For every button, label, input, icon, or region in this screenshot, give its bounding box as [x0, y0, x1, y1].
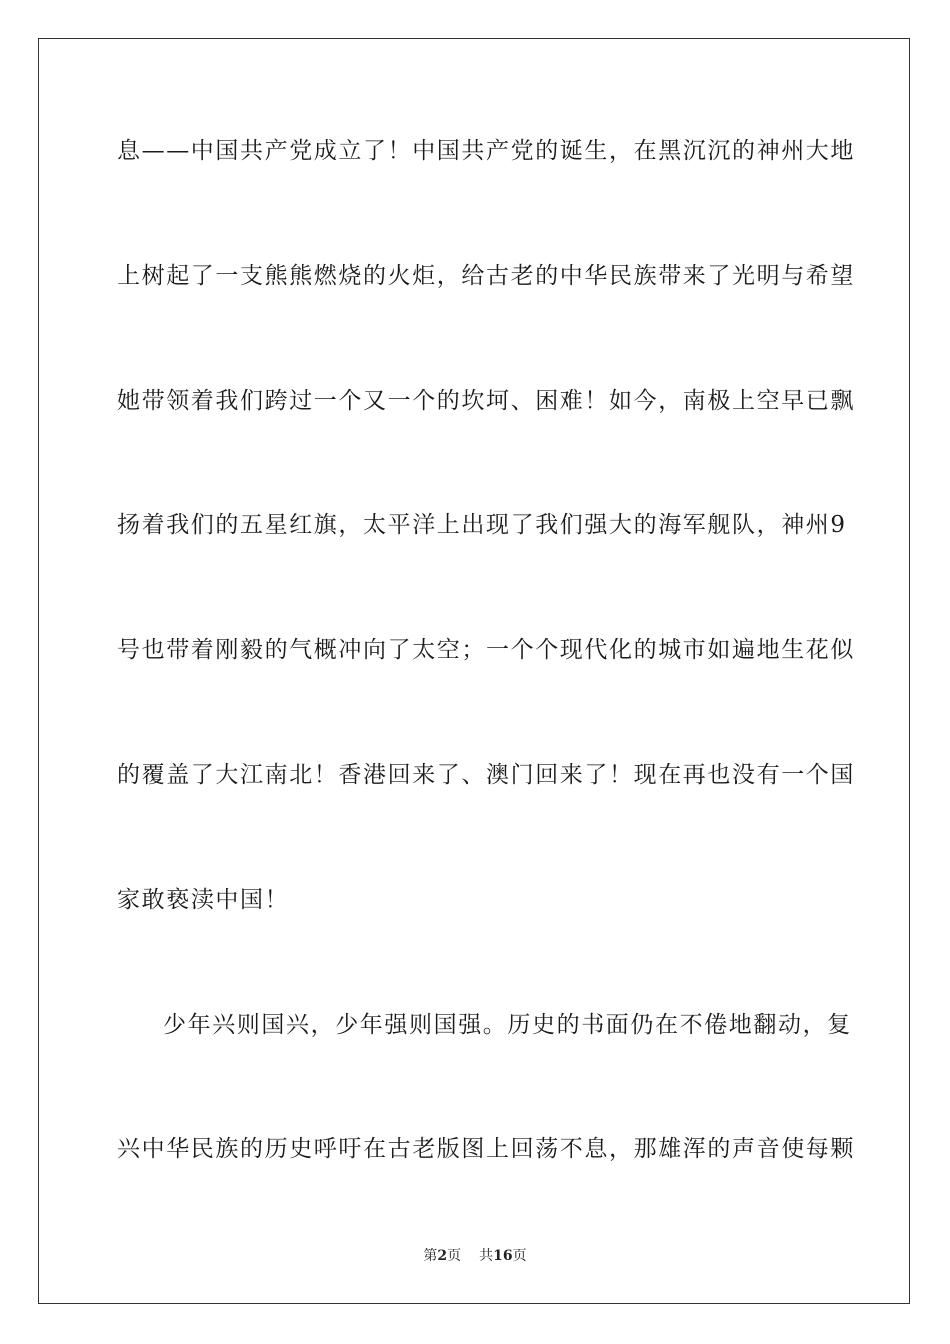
text-line-paragraph-start: 少年兴则国兴，少年强则国强。历史的书面仍在不倦地翻动，复 — [163, 1011, 852, 1038]
text-line-paragraph-end: 家敢亵渎中国！ — [117, 886, 290, 913]
page-number-suffix: 页 — [447, 1248, 462, 1264]
text-line: 扬着我们的五星红旗，太平洋上出现了我们强大的海军舰队，神州9 — [117, 512, 847, 539]
text-line: 的覆盖了大江南北！香港回来了、澳门回来了！现在再也没有一个国 — [117, 761, 855, 788]
text-line: 息——中国共产党成立了！中国共产党的诞生，在黑沉沉的神州大地 — [117, 138, 855, 164]
page-total-count: 16 — [493, 1248, 513, 1264]
text-line: 兴中华民族的历史呼吁在古老版图上回荡不息，那雄浑的声音使每颗 — [117, 1136, 855, 1163]
page-total-suffix: 页 — [512, 1248, 527, 1264]
page-footer — [0, 1246, 950, 1266]
text-line: 她带领着我们跨过一个又一个的坎坷、困难！如今，南极上空早已飘 — [117, 387, 855, 414]
text-line: 号也带着刚毅的气概冲向了太空；一个个现代化的城市如遍地生花似 — [117, 637, 855, 664]
body-text — [117, 128, 855, 1251]
text-line: 上树起了一支熊熊燃烧的火炬，给古老的中华民族带来了光明与希望 — [117, 262, 855, 289]
page-number-current: 2 — [437, 1248, 448, 1264]
page-total-prefix: 共 — [479, 1248, 494, 1264]
page-number-prefix: 第 — [423, 1248, 438, 1264]
